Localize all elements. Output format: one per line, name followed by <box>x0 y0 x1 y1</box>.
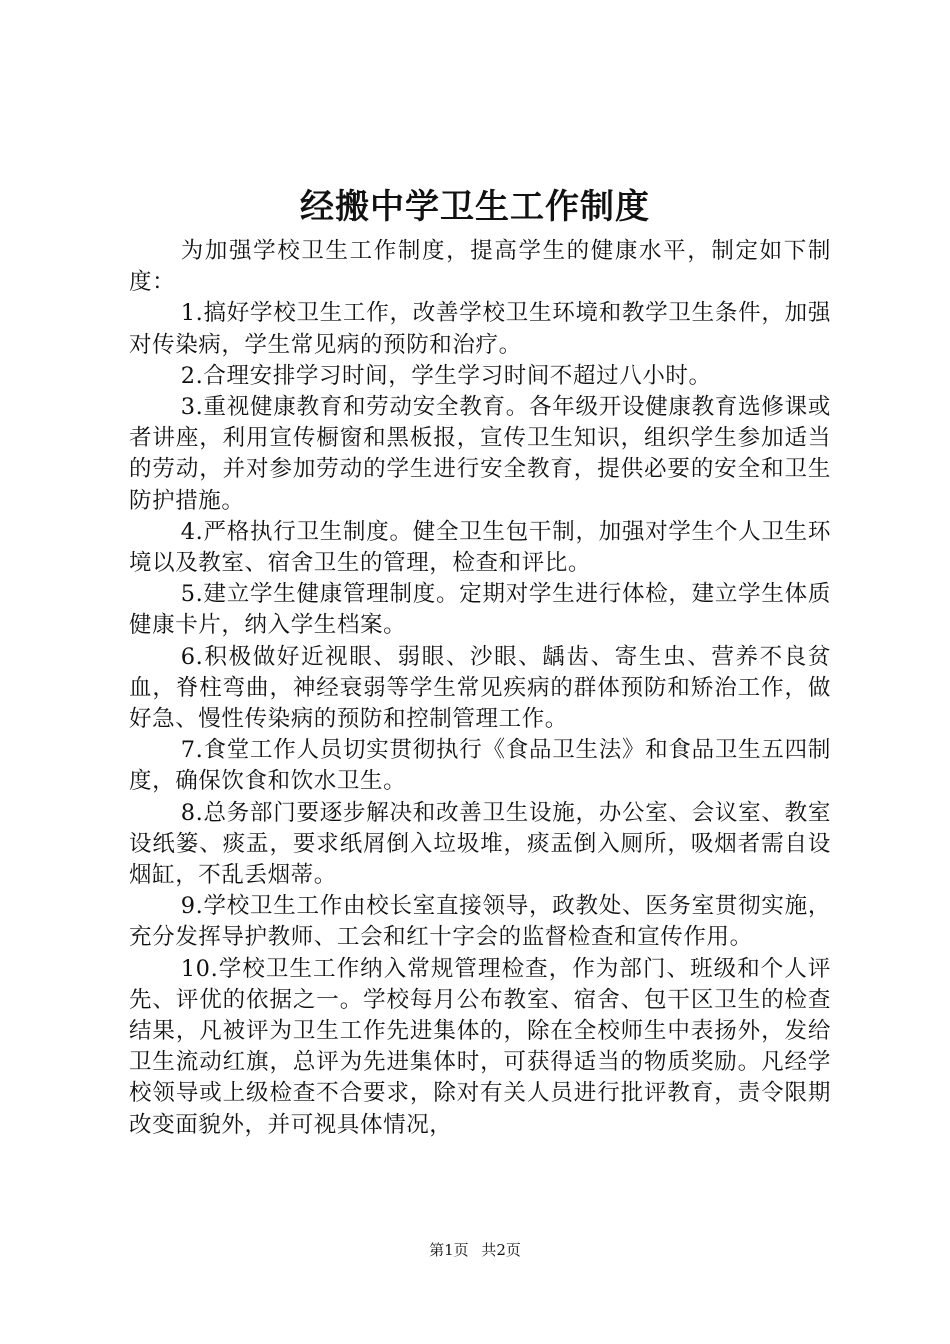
paragraph-item-7: 7.食堂工作人员切实贯彻执行《食品卫生法》和食品卫生五四制度，确保饮食和饮水卫生。 <box>129 737 831 795</box>
paragraph-intro: 为加强学校卫生工作制度，提高学生的健康水平，制定如下制度： <box>129 238 831 296</box>
paragraph-item-4: 4.严格执行卫生制度。健全卫生包干制，加强对学生个人卫生环境以及教室、宿舍卫生的管理，检查和评比。 <box>129 518 831 577</box>
paragraph-item-8: 8.总务部门要逐步解决和改善卫生设施，办公室、会议室、教室设纸篓、痰盂，要求纸屑倒入垃圾堆，痰盂倒入厕所，吸烟者需自设烟缸，不乱丢烟蒂。 <box>129 799 831 889</box>
page-footer <box>0 1240 950 1260</box>
page-number: 第1页 <box>429 1241 469 1259</box>
document-body <box>129 236 831 1141</box>
page-total: 共2页 <box>481 1241 521 1259</box>
document-title: 经搬中学卫生工作制度 <box>300 187 650 227</box>
paragraph-item-5: 5.建立学生健康管理制度。定期对学生进行体检，建立学生体质健康卡片，纳入学生档案。 <box>129 581 831 639</box>
paragraph-item-10: 10.学校卫生工作纳入常规管理检查，作为部门、班级和个人评先、评优的依据之一。学校每月公布教室、宿舍、包干区卫生的检查结果，凡被评为卫生工作先进集体的，除在全校师生中表扬外，发给卫生流动红旗，总评为先进集体时，可获得适当的物质奖励。凡经学校领导或上级检查不合要求，除对有关人员进行批评教育，责令限期改变面貌外，并可视具体情况， <box>129 955 831 1138</box>
paragraph-item-6: 6.积极做好近视眼、弱眼、沙眼、龋齿、寄生虫、营养不良贫血，脊柱弯曲，神经衰弱等学生常见疾病的群体预防和矫治工作，做好急、慢性传染病的预防和控制管理工作。 <box>129 643 831 733</box>
paragraph-item-2: 2.合理安排学习时间，学生学习时间不超过八小时。 <box>180 362 712 389</box>
paragraph-item-1: 1.搞好学校卫生工作，改善学校卫生环境和教学卫生条件，加强对传染病，学生常见病的预防和治疗。 <box>129 300 831 358</box>
paragraph-item-9: 9.学校卫生工作由校长室直接领导，政教处、医务室贯彻实施，充分发挥导护教师、工会和红十字会的监督检查和宣传作用。 <box>129 893 831 951</box>
paragraph-item-3: 3.重视健康教育和劳动安全教育。各年级开设健康教育选修课或者讲座，利用宣传橱窗和黑板报，宣传卫生知识，组织学生参加适当的劳动，并对参加劳动的学生进行安全教育，提供必要的安全和卫生防护措施。 <box>129 394 831 514</box>
